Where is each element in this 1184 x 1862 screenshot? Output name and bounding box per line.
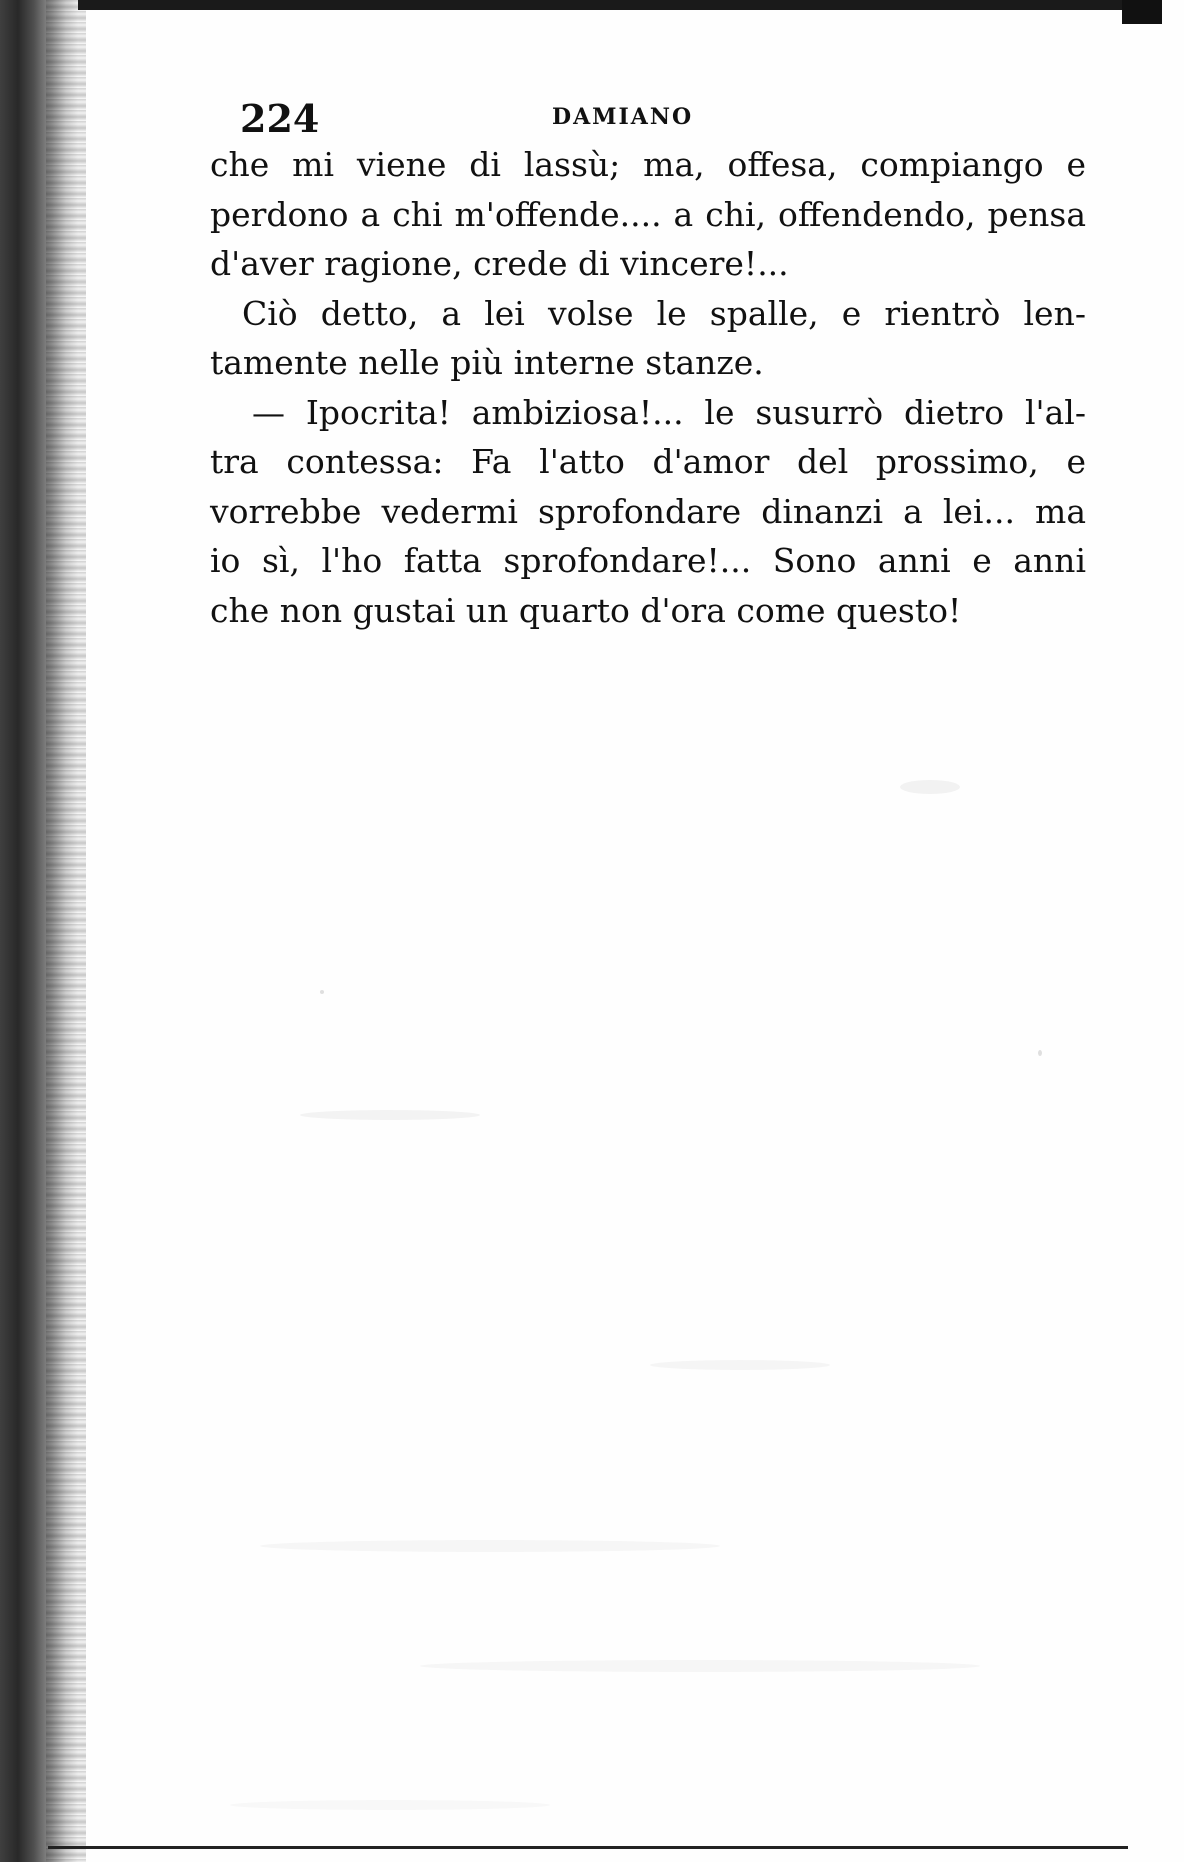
scan-speck: [230, 1800, 550, 1810]
text-line: — Ipocrita! ambiziosa!... le susurrò dietro l'al-: [252, 392, 1086, 432]
running-head: DAMIANO: [552, 104, 694, 130]
text-line: vorrebbe vedermi sprofondare dinanzi a lei... ma: [210, 491, 1086, 531]
text-line: tamente nelle più interne stanze.: [210, 343, 764, 382]
text-line: d'aver ragione, crede di vincere!...: [210, 244, 789, 283]
scan-speck: [300, 1110, 480, 1120]
top-corner-mark: [1122, 0, 1162, 24]
text-line: Ciò detto, a lei volse le spalle, e rientrò len-: [242, 293, 1086, 333]
text-line: perdono a chi m'offende.... a chi, offendendo, pensa: [210, 194, 1086, 234]
scan-speck: [900, 780, 960, 794]
page-number: 224: [240, 96, 320, 141]
text-line: io sì, l'ho fatta sprofondare!... Sono anni e anni: [210, 541, 1086, 580]
page-header: [240, 96, 1100, 141]
scan-speck: [650, 1360, 830, 1370]
text-line: tra contessa: Fa l'atto d'amor del prossimo, e: [210, 442, 1086, 481]
text-line: che non gustai un quarto d'ora come questo!: [210, 590, 962, 630]
text-line: che mi viene di lassù; ma, offesa, compiango e: [210, 145, 1086, 184]
scan-speck: [420, 1660, 980, 1672]
bottom-edge-border: [48, 1846, 1128, 1849]
scan-speck: [1038, 1050, 1042, 1056]
scan-speck: [320, 990, 324, 994]
body-text: [210, 140, 1086, 635]
binding-texture: [46, 0, 86, 1862]
top-edge-border: [78, 0, 1158, 10]
scan-speck: [260, 1540, 720, 1552]
